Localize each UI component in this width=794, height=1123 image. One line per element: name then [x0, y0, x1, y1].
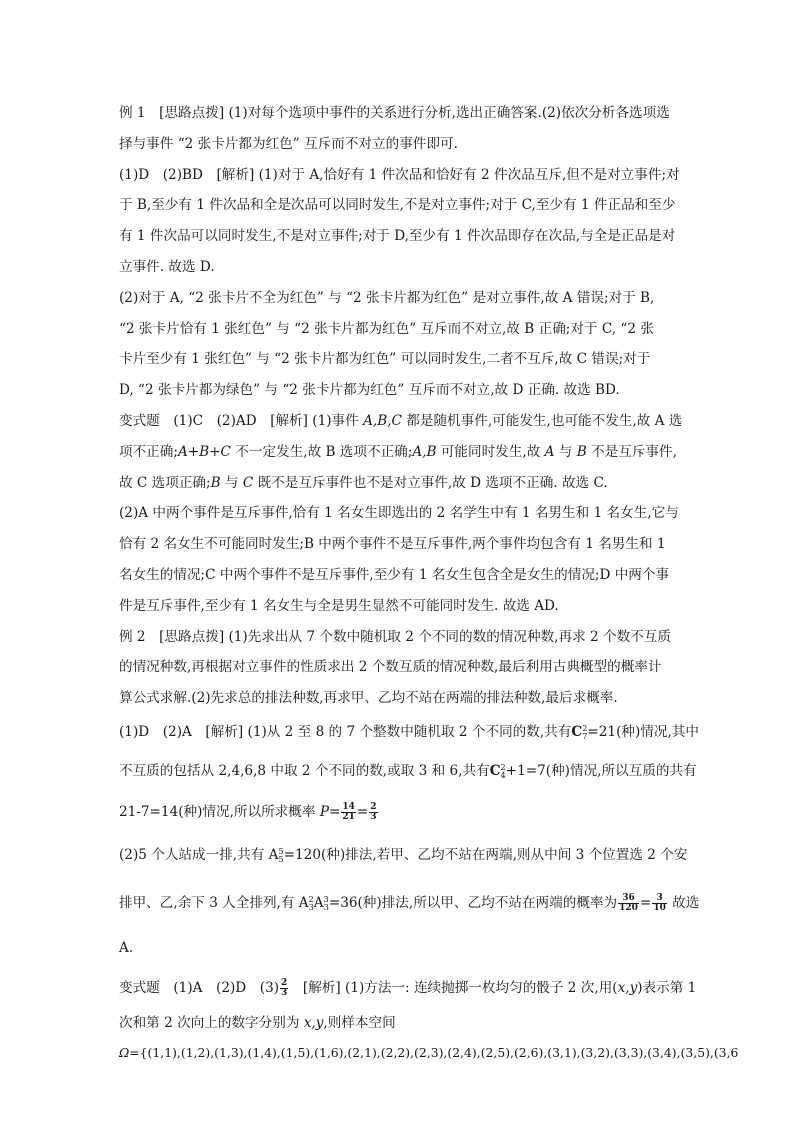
example2-part2-line2: 排甲、乙,余下 3 人全排列,有 $A^2_3A^3_3=36$(种)排法,所以甲、乙均不站在两端的概率为 $\frac{36}{120}$ = $\frac{3}{10}$ 故选 — [119, 892, 700, 913]
example1-answer-line1: (1)D (2)BD [解析] (1)对于 A,恰好有 1 件次品和恰好有 2 件次品互斥,但不是对立事件;对 — [119, 166, 680, 183]
example2-answer-line3: 21-7=14(种)情况,所以所求概率 P= $\frac{14}{21}$ = $\frac{2}{3}$ — [119, 801, 377, 822]
example1-part2-line3: 卡片至少有 1 张红色” 与 “2 张卡片都为红色” 可以同时发生,二者不互斥,故 C 错误;对于 — [119, 351, 651, 368]
example2-answer-line2: 不互质的包括从 2,4,6,8 中取 2 个不同的数,或取 3 和 6,共有$C^2_4+1=7$(种)情况,所以互质的共有 — [119, 762, 697, 780]
fraction-3-10: $\frac{3}{10}$ — [653, 892, 666, 913]
example2-part2-line1: (2)5 个人站成一排,共有 $A^5_5=120$(种)排法,若甲、乙均不站在两端,则从中间 3 个位置选 2 个安 — [119, 846, 688, 864]
variant1-line1: 变式题 (1)C (2)AD [解析] (1)事件 A,B,C 都是随机事件,可能发生,也可能不发生,故 A 选 — [119, 412, 683, 429]
variant1-line2: 项不正确;A+B+C 不一定发生,故 B 选项不正确;A,B 可能同时发生,故 A 与 B 不是互斥事件, — [119, 443, 677, 460]
example2-hint-line2: 的情况种数,再根据对立事件的性质求出 2 个数互质的情况种数,最后利用古典概型的概率计 — [119, 659, 662, 676]
example1-answer-line3: 有 1 件次品可以同时发生,不是对立事件;对于 D,至少有 1 件次品即存在次品,与全是正品是对 — [119, 228, 676, 245]
example2-answer-line1: (1)D (2)A [解析] (1)从 2 至 8 的 7 个整数中随机取 2 个不同的数,共有$C^2_7=21$(种)情况,其中 — [119, 723, 699, 741]
example1-hint-line1: 例 1 [思路点拨] (1)对每个选项中事件的关系进行分析,选出正确答案.(2)依次分析各选项选 — [119, 105, 670, 121]
variant2-line2: 次和第 2 次向上的数字分别为 x,y,则样本空间 — [119, 1014, 396, 1031]
variant1-part2-line3: 名女生的情况;C 中两个事件不是互斥事件,至少有 1 名女生包含全是女生的情况;D 中两个事 — [119, 566, 670, 583]
document-page — [119, 98, 739, 1069]
variant1-part2-line1: (2)A 中两个事件是互斥事件,恰有 1 名女生即选出的 2 名学生中有 1 名男生和 1 名女生,它与 — [119, 505, 679, 522]
variant1-part2-line4: 件是互斥事件,至少有 1 名女生与全是男生显然不可能同时发生. 故选 AD. — [119, 597, 559, 614]
variant1-part2-line2: 恰有 2 名女生不可能同时发生;B 中两个事件不是互斥事件,两个事件均包含有 1 名男生和 1 — [119, 536, 666, 553]
fraction-2-3-answer: $\frac{2}{3}$ — [281, 977, 288, 998]
fraction-2-3: $\frac{2}{3}$ — [370, 801, 377, 822]
fraction-36-120: $\frac{36}{120}$ — [619, 892, 638, 913]
example1-hint-line2: 择与事件 “2 张卡片都为红色” 互斥而不对立的事件即可. — [119, 135, 458, 152]
example1-answer-line2: 于 B,至少有 1 件次品和全是次品可以同时发生,不是对立事件;对于 C,至少有 1 件正品和至少 — [119, 197, 676, 214]
example1-part2-line4: D, “2 张卡片都为绿色” 与 “2 张卡片都为红色” 互斥而不对立,故 D 正确. 故选 BD. — [119, 382, 620, 399]
fraction-14-21: $\frac{14}{21}$ — [342, 801, 355, 822]
example1-part2-line2: “2 张卡片恰有 1 张红色” 与 “2 张卡片都为红色” 互斥而不对立,故 B 正确;对于 C, “2 张 — [119, 320, 654, 337]
sample-space-line: Ω={(1,1),(1,2),(1,3),(1,4),(1,5),(1,6),(2,1),(2,2),(2,3),(2,4),(2,5),(2,6),(3,1),(3,2),(3,3),(3,4),(3,5),(3,6 — [119, 1045, 739, 1061]
example1-part2-line1: (2)对于 A, “2 张卡片不全为红色” 与 “2 张卡片都为红色” 是对立事件,故 A 错误;对于 B, — [119, 289, 655, 306]
example2-hint-line1: 例 2 [思路点拨] (1)先求出从 7 个数中随机取 2 个不同的数的情况种数,再求 2 个数不互质 — [119, 628, 671, 645]
variant1-line3: 故 C 选项正确;B 与 C 既不是互斥事件也不是对立事件,故 D 选项不正确. 故选 C. — [119, 474, 608, 491]
example2-part2-line3: A. — [119, 939, 134, 956]
variant2-line1: 变式题 (1)A (2)D (3) $\frac{2}{3}$ [解析] (1)方法一: 连续抛掷一枚均匀的骰子 2 次,用(x,y)表示第 1 — [119, 977, 697, 998]
example2-hint-line3: 算公式求解.(2)先求总的排法种数,再求甲、乙均不站在两端的排法种数,最后求概率. — [119, 690, 618, 707]
example1-answer-line4: 立事件. 故选 D. — [119, 258, 215, 275]
